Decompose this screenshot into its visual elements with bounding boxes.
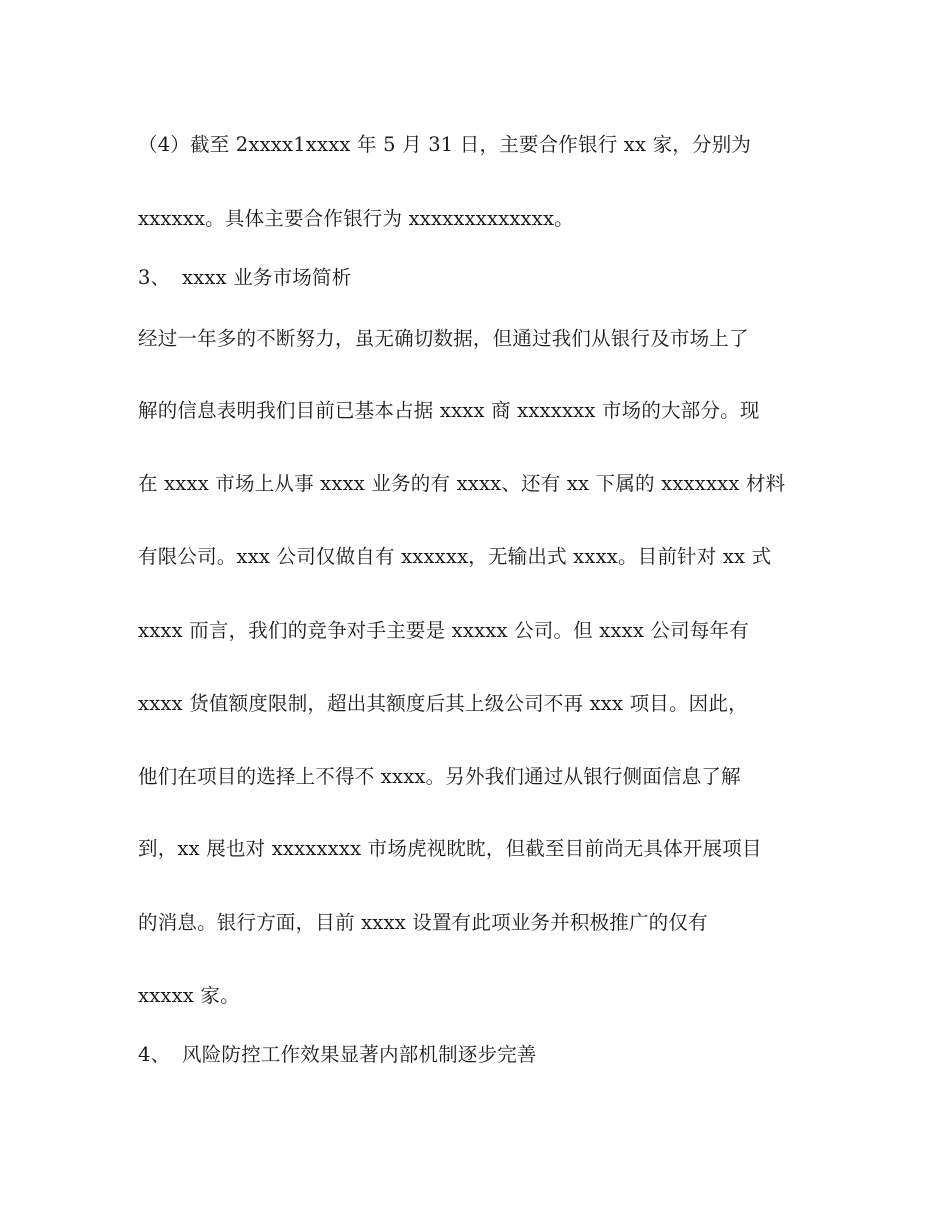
paragraph-line: 的消息。银行方面，目前 xxxx 设置有此项业务并积极推广的仅有 xyxy=(138,911,708,934)
paragraph-line: xxxx 货值额度限制，超出其额度后其上级公司不再 xxx 项目。因此， xyxy=(138,692,748,715)
paragraph-line: xxxxx 家。 xyxy=(138,984,240,1007)
heading-title: xxxx 业务市场简析 xyxy=(182,266,352,289)
paragraph-line: 他们在项目的选择上不得不 xxxx。另外我们通过从银行侧面信息了解 xyxy=(138,765,741,788)
heading-number: 4、 xyxy=(138,1043,171,1066)
paragraph-line: xxxxxx。具体主要合作银行为 xxxxxxxxxxxxx。 xyxy=(138,207,574,230)
heading-number: 3、 xyxy=(138,266,171,289)
paragraph-line: 有限公司。xxx 公司仅做自有 xxxxxx，无输出式 xxxx。目前针对 xx 式 xyxy=(138,545,772,568)
paragraph-line: xxxx 而言，我们的竞争对手主要是 xxxxx 公司。但 xxxx 公司每年有 xyxy=(138,619,749,642)
section-heading-3 xyxy=(138,264,828,292)
section-heading-4 xyxy=(138,1041,828,1069)
paragraph-line: 经过一年多的不断努力，虽无确切数据，但通过我们从银行及市场上了 xyxy=(138,327,749,350)
paragraph-line: 到，xx 展也对 xxxxxxxx 市场虎视眈眈，但截至目前尚无具体开展项目 xyxy=(138,837,762,860)
paragraph-line: 解的信息表明我们目前已基本占据 xxxx 商 xxxxxxx 市场的大部分。现 xyxy=(138,399,760,422)
paragraph-line: 在 xxxx 市场上从事 xxxx 业务的有 xxxx、还有 xx 下属的 xxxxxxx 材料 xyxy=(138,472,786,495)
paragraph-line: （4）截至 2xxxx1xxxx 年 5 月 31 日，主要合作银行 xx 家，分别为 xyxy=(138,133,752,156)
heading-title: 风险防控工作效果显著内部机制逐步完善 xyxy=(182,1043,537,1066)
